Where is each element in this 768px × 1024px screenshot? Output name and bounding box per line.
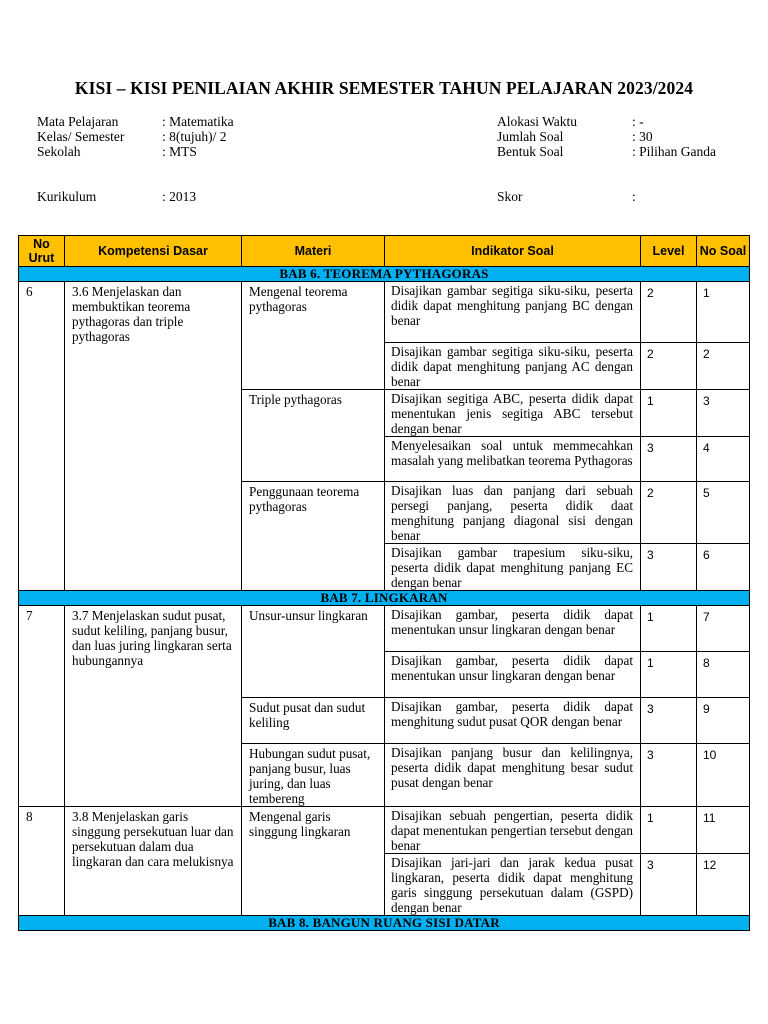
meta-value-jumlah-soal: : 30 <box>632 129 653 144</box>
section-row <box>19 916 750 931</box>
level-cell: 2 <box>641 343 697 390</box>
meta-label-bentuk-soal: Bentuk Soal <box>497 144 564 159</box>
meta-label-alokasi-waktu: Alokasi Waktu <box>497 114 578 129</box>
no-urut-cell: 6 <box>19 282 65 591</box>
indikator-cell: Disajikan gambar, peserta didik dapat menentukan unsur lingkaran dengan benar <box>385 652 641 698</box>
no-soal-cell: 8 <box>697 652 750 698</box>
no-soal-cell: 12 <box>697 854 750 916</box>
no-urut-cell: 7 <box>19 606 65 807</box>
header-level: Level <box>641 236 697 267</box>
indikator-cell: Disajikan gambar segitiga siku-siku, peserta didik dapat menghitung panjang BC dengan benar <box>385 282 641 343</box>
materi-cell: Mengenal garis singgung lingkaran <box>242 807 385 916</box>
level-cell: 3 <box>641 698 697 744</box>
no-soal-cell: 11 <box>697 807 750 854</box>
table-row <box>19 807 750 854</box>
kisi-table <box>18 235 750 931</box>
meta-value-kurikulum: : 2013 <box>162 189 197 204</box>
indikator-cell: Disajikan gambar segitiga siku-siku, peserta didik dapat menghitung panjang AC dengan benar <box>385 343 641 390</box>
level-cell: 2 <box>641 482 697 544</box>
level-cell: 1 <box>641 606 697 652</box>
no-urut-cell: 8 <box>19 807 65 916</box>
meta-value-mata-pelajaran: : Matematika <box>162 114 234 129</box>
level-cell: 3 <box>641 544 697 591</box>
no-soal-cell: 6 <box>697 544 750 591</box>
materi-cell: Triple pythagoras <box>242 390 385 482</box>
kompetensi-dasar-cell: 3.6 Menjelaskan dan membuktikan teorema pythagoras dan triple pythagoras <box>65 282 242 591</box>
level-cell: 1 <box>641 652 697 698</box>
no-soal-cell: 3 <box>697 390 750 437</box>
indikator-cell: Disajikan luas dan panjang dari sebuah persegi panjang, peserta didik daat menghitung panjang diagonal sisi dengan benar <box>385 482 641 544</box>
meta-label-jumlah-soal: Jumlah Soal <box>497 129 564 144</box>
indikator-cell: Disajikan jari-jari dan jarak kedua pusat lingkaran, peserta didik dapat menghitung garis singgung persekutuan dalam (GSPD) dengan benar <box>385 854 641 916</box>
level-cell: 1 <box>641 807 697 854</box>
meta-value-sekolah: : MTS <box>162 144 197 159</box>
meta-label-kurikulum: Kurikulum <box>37 189 97 204</box>
table-header-row <box>19 236 750 267</box>
meta-label-kelas: Kelas/ Semester <box>37 129 125 144</box>
no-soal-cell: 9 <box>697 698 750 744</box>
no-soal-cell: 7 <box>697 606 750 652</box>
indikator-cell: Disajikan sebuah pengertian, peserta didik dapat menentukan pengertian tersebut dengan benar <box>385 807 641 854</box>
meta-value-alokasi-waktu: : - <box>632 114 644 129</box>
level-cell: 3 <box>641 744 697 807</box>
meta-label-skor: Skor <box>497 189 523 204</box>
no-soal-cell: 1 <box>697 282 750 343</box>
meta-value-kelas: : 8(tujuh)/ 2 <box>162 129 227 144</box>
indikator-cell: Disajikan segitiga ABC, peserta didik dapat menentukan jenis segitiga ABC tersebut dengan benar <box>385 390 641 437</box>
no-soal-cell: 4 <box>697 437 750 482</box>
header-materi: Materi <box>242 236 385 267</box>
no-soal-cell: 5 <box>697 482 750 544</box>
level-cell: 3 <box>641 437 697 482</box>
table-row <box>19 606 750 652</box>
indikator-cell: Menyelesaikan soal untuk memmecahkan masalah yang melibatkan teorema Pythagoras <box>385 437 641 482</box>
indikator-cell: Disajikan gambar, peserta didik dapat menghitung sudut pusat QOR dengan benar <box>385 698 641 744</box>
level-cell: 2 <box>641 282 697 343</box>
section-row <box>19 267 750 282</box>
meta-label-mata-pelajaran: Mata Pelajaran <box>37 114 119 129</box>
section-row <box>19 591 750 606</box>
meta-value-bentuk-soal: : Pilihan Ganda <box>632 144 716 159</box>
header-no-soal: No Soal <box>697 236 750 267</box>
materi-cell: Mengenal teorema pythagoras <box>242 282 385 390</box>
materi-cell: Unsur-unsur lingkaran <box>242 606 385 698</box>
indikator-cell: Disajikan gambar, peserta didik dapat menentukan unsur lingkaran dengan benar <box>385 606 641 652</box>
header-kompetensi-dasar: Kompetensi Dasar <box>65 236 242 267</box>
indikator-cell: Disajikan panjang busur dan kelilingnya, peserta didik dapat menghitung besar sudut pusat dengan benar <box>385 744 641 807</box>
kompetensi-dasar-cell: 3.8 Menjelaskan garis singgung persekutuan luar dan persekutuan dalam dua lingkaran dan cara melukisnya <box>65 807 242 916</box>
materi-cell: Penggunaan teorema pythagoras <box>242 482 385 591</box>
header-indikator-soal: Indikator Soal <box>385 236 641 267</box>
indikator-cell: Disajikan gambar trapesium siku-siku, peserta didik dapat menghitung panjang EC dengan benar <box>385 544 641 591</box>
no-soal-cell: 2 <box>697 343 750 390</box>
materi-cell: Hubungan sudut pusat, panjang busur, luas juring, dan luas tembereng <box>242 744 385 807</box>
no-soal-cell: 10 <box>697 744 750 807</box>
document-title: KISI – KISI PENILAIAN AKHIR SEMESTER TAHUN PELAJARAN 2023/2024 <box>74 78 694 98</box>
header-no-urut: No Urut <box>19 236 65 267</box>
section-title: BAB 6. TEOREMA PYTHAGORAS <box>19 267 750 282</box>
meta-label-sekolah: Sekolah <box>37 144 81 159</box>
table-row <box>19 282 750 343</box>
kompetensi-dasar-cell: 3.7 Menjelaskan sudut pusat, sudut keliling, panjang busur, dan luas juring lingkaran serta hubungannya <box>65 606 242 807</box>
level-cell: 1 <box>641 390 697 437</box>
meta-value-skor: : <box>632 189 636 204</box>
level-cell: 3 <box>641 854 697 916</box>
section-title: BAB 7. LINGKARAN <box>19 591 750 606</box>
section-title: BAB 8. BANGUN RUANG SISI DATAR <box>19 916 750 931</box>
materi-cell: Sudut pusat dan sudut keliling <box>242 698 385 744</box>
